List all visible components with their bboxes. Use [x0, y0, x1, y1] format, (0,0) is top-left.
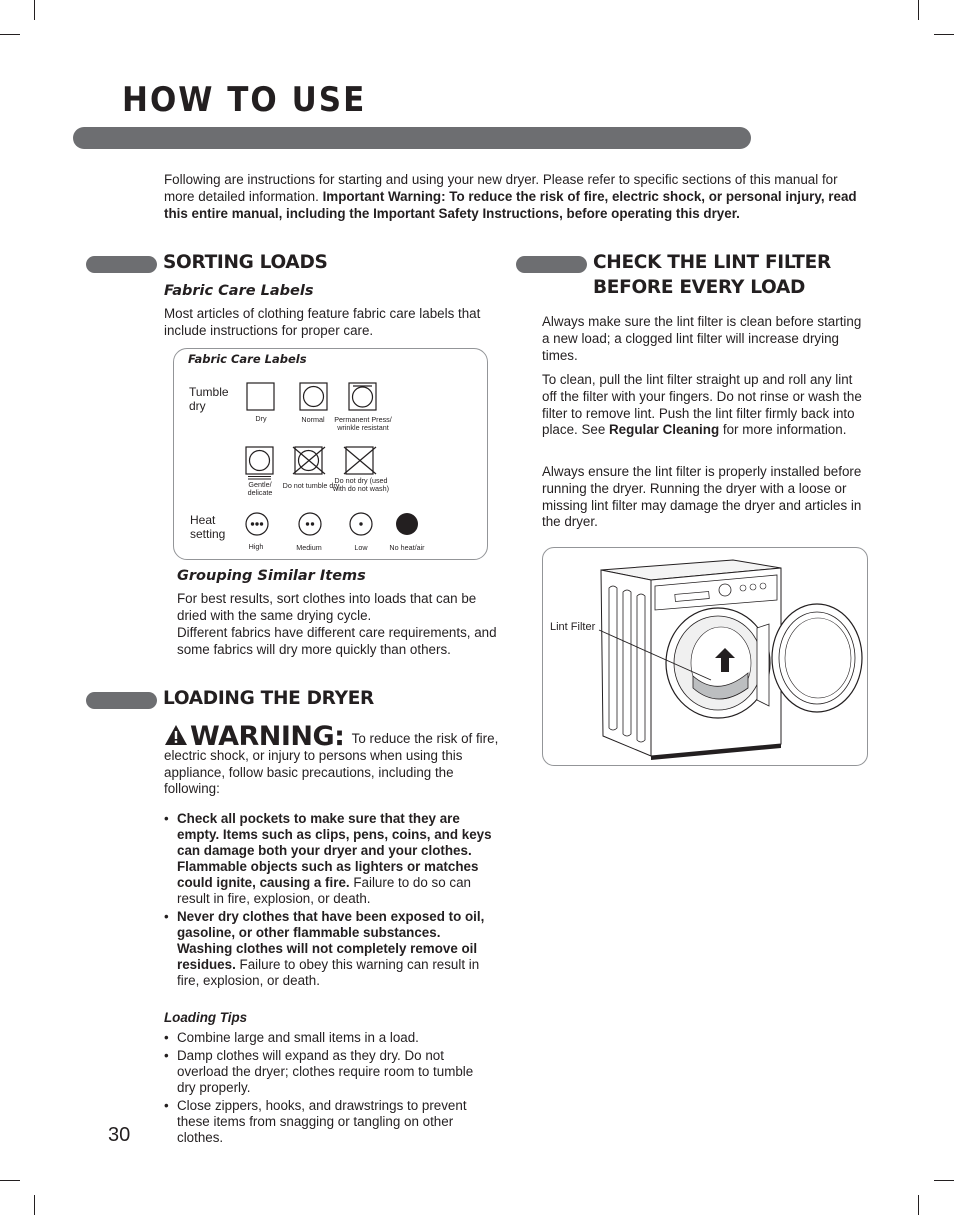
bullet-bold: Check all pockets to make sure that they are empty. Items such as clips, pens, coins, and keys can damage both your dryer and your clothes. Flammable objects such as lighters or matches could ignite, causing a fire.	[177, 811, 492, 890]
lint-para2-text: To clean, pull the lint filter straight up and roll any lint off the filter with your fingers. Do not rinse or wash the filter to remove lint. Push the lint filter firmly back into place. See	[542, 372, 862, 438]
low-heat-label: Low	[354, 543, 368, 552]
loading-heading: LOADING THE DRYER	[163, 688, 374, 709]
dryer-illustration	[543, 548, 868, 766]
normal-label: Normal	[301, 415, 325, 424]
low-heat-icon	[349, 512, 373, 536]
list-item: • Combine large and small items in a load.	[164, 1030, 484, 1046]
fabric-care-labels-box	[173, 348, 488, 560]
dry-label: Dry	[255, 414, 267, 423]
warning-triangle-icon	[164, 724, 188, 746]
no-heat-label: No heat/air	[389, 543, 425, 552]
fabric-care-heading: Fabric Care Labels	[164, 283, 314, 299]
warning-text: To reduce the risk of fire, electric shock, or injury to persons when using this appliance, follow basic precautions, including the following:	[164, 731, 499, 797]
list-item	[164, 811, 494, 907]
page-title: HOW TO USE	[122, 80, 367, 120]
crop-mark	[934, 34, 954, 35]
lint-para2-end: for more information.	[722, 422, 847, 438]
list-item: • Close zippers, hooks, and drawstrings to prevent these items from snagging or tangling on other clothes.	[164, 1098, 484, 1146]
bullet-bold: Never dry clothes that have been exposed to oil, gasoline, or other flammable substances. Washing clothes will not completely remove oil residues.	[177, 909, 485, 972]
regular-cleaning-ref: Regular Cleaning	[609, 422, 720, 438]
lint-paragraph-2	[542, 372, 869, 439]
gentle-icon	[245, 446, 274, 480]
warning-block	[164, 721, 504, 798]
intro-paragraph	[164, 172, 869, 222]
crop-mark	[934, 1180, 954, 1181]
crop-mark	[34, 1195, 35, 1215]
crop-mark	[918, 1195, 919, 1215]
intro-warning: Important Warning: To reduce the risk of fire, electric shock, or personal injury, read this entire manual, including the Important Safety Instructions, before operating this dryer.	[164, 188, 857, 221]
lint-filter-callout: Lint Filter	[550, 621, 596, 633]
list-item: • Damp clothes will expand as they dry. Do not overload the dryer; clothes require room to tumble dry properly.	[164, 1048, 484, 1096]
grouping-heading: Grouping Similar Items	[177, 568, 366, 584]
warning-bullet-list	[164, 811, 494, 989]
section-pill	[86, 256, 157, 273]
title-bar	[73, 127, 751, 149]
high-heat-icon	[245, 512, 269, 536]
crop-mark	[0, 1180, 20, 1181]
high-heat-label: High	[248, 542, 264, 551]
bullet-normal: Failure to do so can result in fire, explosion, or death.	[177, 875, 471, 906]
no-tumble-dry-icon	[292, 446, 326, 475]
heat-setting-label: Heat setting	[190, 513, 226, 541]
fabric-care-text: Most articles of clothing feature fabric care labels that include instructions for proper care.	[164, 306, 481, 338]
no-tumble-dry-label: Do not tumble dry	[282, 481, 340, 490]
intro-text: Following are instructions for starting and using your new dryer. Please refer to specific sections of this manual for more detailed information.	[164, 172, 838, 204]
gentle-label: Gentle/ delicate	[247, 480, 273, 497]
dry-icon	[246, 382, 275, 411]
loading-tips-heading: Loading Tips	[164, 1010, 248, 1025]
do-not-dry-icon	[343, 446, 377, 475]
permanent-press-icon	[348, 382, 377, 411]
warning-word: WARNING:	[190, 721, 345, 752]
lint-heading-line1: CHECK THE LINT FILTER	[593, 252, 831, 273]
normal-icon	[299, 382, 328, 411]
box-title: Fabric Care Labels	[188, 352, 307, 366]
no-heat-icon	[395, 512, 419, 536]
medium-heat-label: Medium	[296, 543, 322, 552]
list-item	[164, 909, 494, 989]
sorting-heading: SORTING LOADS	[163, 252, 328, 273]
lint-paragraph-1: Always make sure the lint filter is clean before starting a new load; a clogged lint filter will increase drying times.	[542, 314, 862, 363]
crop-mark	[34, 0, 35, 20]
section-pill	[86, 692, 157, 709]
tumble-dry-label: Tumble dry	[189, 385, 229, 413]
loading-tips-list	[164, 1030, 484, 1146]
dryer-illustration-box	[542, 547, 868, 766]
permanent-press-label: Permanent Press/ wrinkle resistant	[334, 415, 392, 432]
bullet-normal: Failure to obey this warning can result in fire, explosion, or death.	[177, 957, 480, 988]
crop-mark	[0, 34, 20, 35]
grouping-text-1: For best results, sort clothes into loads that can be dried with the same drying cycle.	[177, 591, 477, 623]
medium-heat-icon	[298, 512, 322, 536]
crop-mark	[918, 0, 919, 20]
lint-paragraph-3: Always ensure the lint filter is properly installed before running the dryer. Running the dryer with a loose or missing lint filter may damage the dryer and articles in the dryer.	[542, 464, 862, 530]
section-pill	[516, 256, 587, 273]
grouping-text-2: Different fabrics have different care requirements, and some fabrics will dry more quickly than others.	[177, 625, 497, 657]
lint-heading-line2: BEFORE EVERY LOAD	[593, 277, 806, 298]
do-not-dry-label: Do not dry (used with do not wash)	[333, 476, 389, 493]
page-number: 30	[108, 1124, 131, 1146]
